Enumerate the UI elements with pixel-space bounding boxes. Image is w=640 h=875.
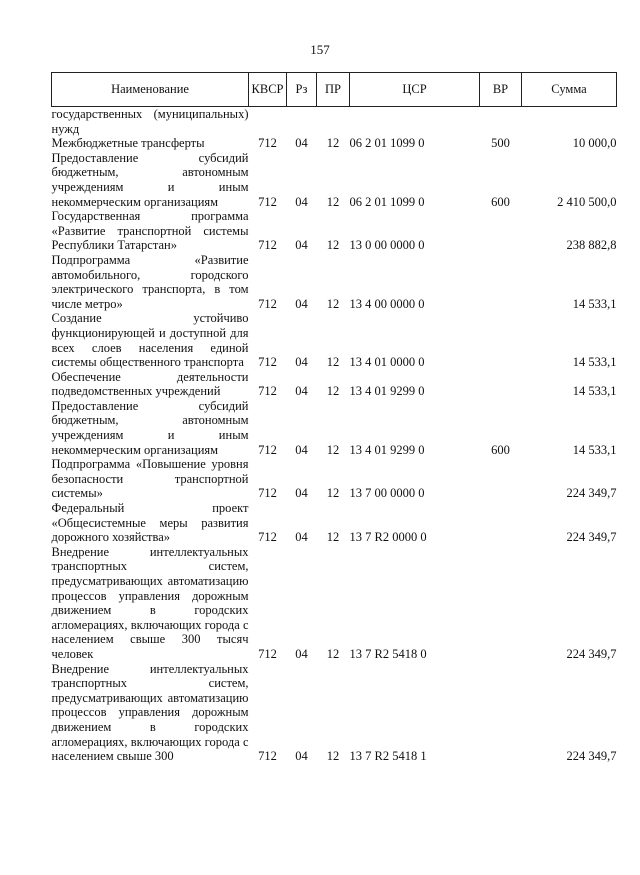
cell-csr: 13 4 00 0000 0 <box>349 296 425 311</box>
table-row <box>52 545 617 662</box>
cell-name: Внедрение интеллектуальных транспортных систем, предусматривающих автоматизацию процессов управления дорожным движением в городских агломерациях, включающих города с населением свыше 300 тысяч человек <box>51 544 249 661</box>
cell-kvsr <box>249 107 287 137</box>
cell-sum <box>522 107 617 137</box>
cell-sum: 238 882,8 <box>566 238 617 253</box>
cell-pr: 12 <box>326 194 340 209</box>
table-row <box>52 370 617 399</box>
table-row <box>52 311 617 369</box>
cell-sum: 14 533,1 <box>572 442 617 457</box>
cell-rz: 04 <box>295 238 308 253</box>
cell-vr <box>480 107 522 137</box>
page-number: 157 <box>310 42 330 57</box>
cell-name: Предоставление субсидий бюджетным, автономным учреждениям и иным некоммерческим организациям <box>51 150 249 209</box>
cell-csr: 13 4 01 9299 0 <box>349 384 425 399</box>
cell-pr: 12 <box>326 355 340 370</box>
cell-pr: 12 <box>326 749 340 764</box>
table-header-row <box>52 73 617 107</box>
cell-pr <box>317 107 350 137</box>
header-rz: Рз <box>287 73 317 107</box>
cell-vr <box>480 662 522 764</box>
cell-csr: 13 7 R2 0000 0 <box>349 530 427 545</box>
cell-name: Создание устойчиво функционирующей и доступной для всех слоев населения единой системы общественного транспорта <box>51 311 249 370</box>
header-kvsr: КВСР <box>249 73 287 107</box>
cell-csr: 06 2 01 1099 0 <box>349 136 425 151</box>
cell-sum: 10 000,0 <box>572 136 617 151</box>
cell-vr: 600 <box>491 442 510 457</box>
cell-vr <box>480 501 522 545</box>
cell-pr: 12 <box>326 238 340 253</box>
header-vr: ВР <box>480 73 522 107</box>
cell-vr <box>480 370 522 399</box>
cell-pr: 12 <box>326 486 340 501</box>
header-name: Наименование <box>52 73 249 107</box>
cell-kvsr: 712 <box>258 238 277 253</box>
cell-rz: 04 <box>295 442 308 457</box>
cell-kvsr: 712 <box>258 486 277 501</box>
cell-sum: 224 349,7 <box>566 646 617 661</box>
cell-kvsr: 712 <box>258 442 277 457</box>
header-pr: ПР <box>317 73 350 107</box>
cell-name: Подпрограмма «Повышение уровня безопасности транспортной системы» <box>51 457 249 501</box>
cell-csr: 06 2 01 1099 0 <box>349 194 425 209</box>
cell-kvsr: 712 <box>258 384 277 399</box>
cell-sum: 224 349,7 <box>566 749 617 764</box>
table-row <box>52 457 617 501</box>
table-row <box>52 399 617 457</box>
cell-vr <box>480 253 522 311</box>
cell-vr: 600 <box>491 194 510 209</box>
cell-csr: 13 7 00 0000 0 <box>349 486 425 501</box>
cell-pr: 12 <box>326 384 340 399</box>
cell-name: Федеральный проект «Общесистемные меры развития дорожного хозяйства» <box>51 501 249 545</box>
cell-sum: 14 533,1 <box>572 384 617 399</box>
cell-name: Обеспечение деятельности подведомственных учреждений <box>51 369 249 399</box>
cell-pr: 12 <box>326 296 340 311</box>
cell-rz: 04 <box>295 646 308 661</box>
cell-rz <box>287 107 317 137</box>
cell-csr: 13 4 01 9299 0 <box>349 442 425 457</box>
cell-sum: 14 533,1 <box>572 355 617 370</box>
cell-rz: 04 <box>295 355 308 370</box>
cell-sum: 14 533,1 <box>572 296 617 311</box>
cell-sum: 224 349,7 <box>566 486 617 501</box>
cell-vr <box>480 545 522 662</box>
cell-pr: 12 <box>326 530 340 545</box>
budget-table <box>51 72 617 764</box>
header-sum: Сумма <box>522 73 617 107</box>
cell-name: Предоставление субсидий бюджетным, автономным учреждениям и иным некоммерческим организациям <box>51 398 249 457</box>
cell-sum: 224 349,7 <box>566 530 617 545</box>
cell-vr <box>480 311 522 369</box>
cell-csr: 13 7 R2 5418 0 <box>349 646 427 661</box>
cell-kvsr: 712 <box>258 194 277 209</box>
table-row <box>52 209 617 253</box>
cell-kvsr: 712 <box>258 355 277 370</box>
cell-sum: 2 410 500,0 <box>557 194 617 209</box>
header-csr: ЦСР <box>350 73 480 107</box>
table-row <box>52 151 617 209</box>
cell-pr: 12 <box>326 646 340 661</box>
cell-name: Внедрение интеллектуальных транспортных систем, предусматривающих автоматизацию процессов управления дорожным движением в городских агломерациях, включающих города с населением свыше 300 <box>51 661 249 764</box>
cell-name: государственных (муниципальных) нужд <box>51 107 249 136</box>
table-row <box>52 107 617 137</box>
cell-name: Подпрограмма «Развитие автомобильного, городского электрического транспорта, в том числе метро» <box>51 252 249 311</box>
cell-rz: 04 <box>295 530 308 545</box>
cell-rz: 04 <box>295 486 308 501</box>
table-row <box>52 136 617 151</box>
cell-csr: 13 7 R2 5418 1 <box>349 749 427 764</box>
cell-rz: 04 <box>295 384 308 399</box>
cell-rz: 04 <box>295 194 308 209</box>
cell-rz: 04 <box>295 296 308 311</box>
table-row <box>52 662 617 764</box>
cell-vr: 500 <box>491 136 510 151</box>
cell-kvsr: 712 <box>258 136 277 151</box>
cell-pr: 12 <box>326 442 340 457</box>
cell-name: Межбюджетные трансферты <box>51 136 205 151</box>
table-row <box>52 253 617 311</box>
cell-kvsr: 712 <box>258 646 277 661</box>
cell-csr: 13 4 01 0000 0 <box>349 355 425 370</box>
table-row <box>52 501 617 545</box>
cell-rz: 04 <box>295 749 308 764</box>
cell-kvsr: 712 <box>258 296 277 311</box>
cell-rz: 04 <box>295 136 308 151</box>
cell-vr <box>480 209 522 253</box>
cell-pr: 12 <box>326 136 340 151</box>
cell-name: Государственная программа «Развитие транспортной системы Республики Татарстан» <box>51 209 249 253</box>
cell-kvsr: 712 <box>258 530 277 545</box>
cell-kvsr: 712 <box>258 749 277 764</box>
cell-csr <box>350 107 480 137</box>
cell-csr: 13 0 00 0000 0 <box>349 238 425 253</box>
cell-vr <box>480 457 522 501</box>
